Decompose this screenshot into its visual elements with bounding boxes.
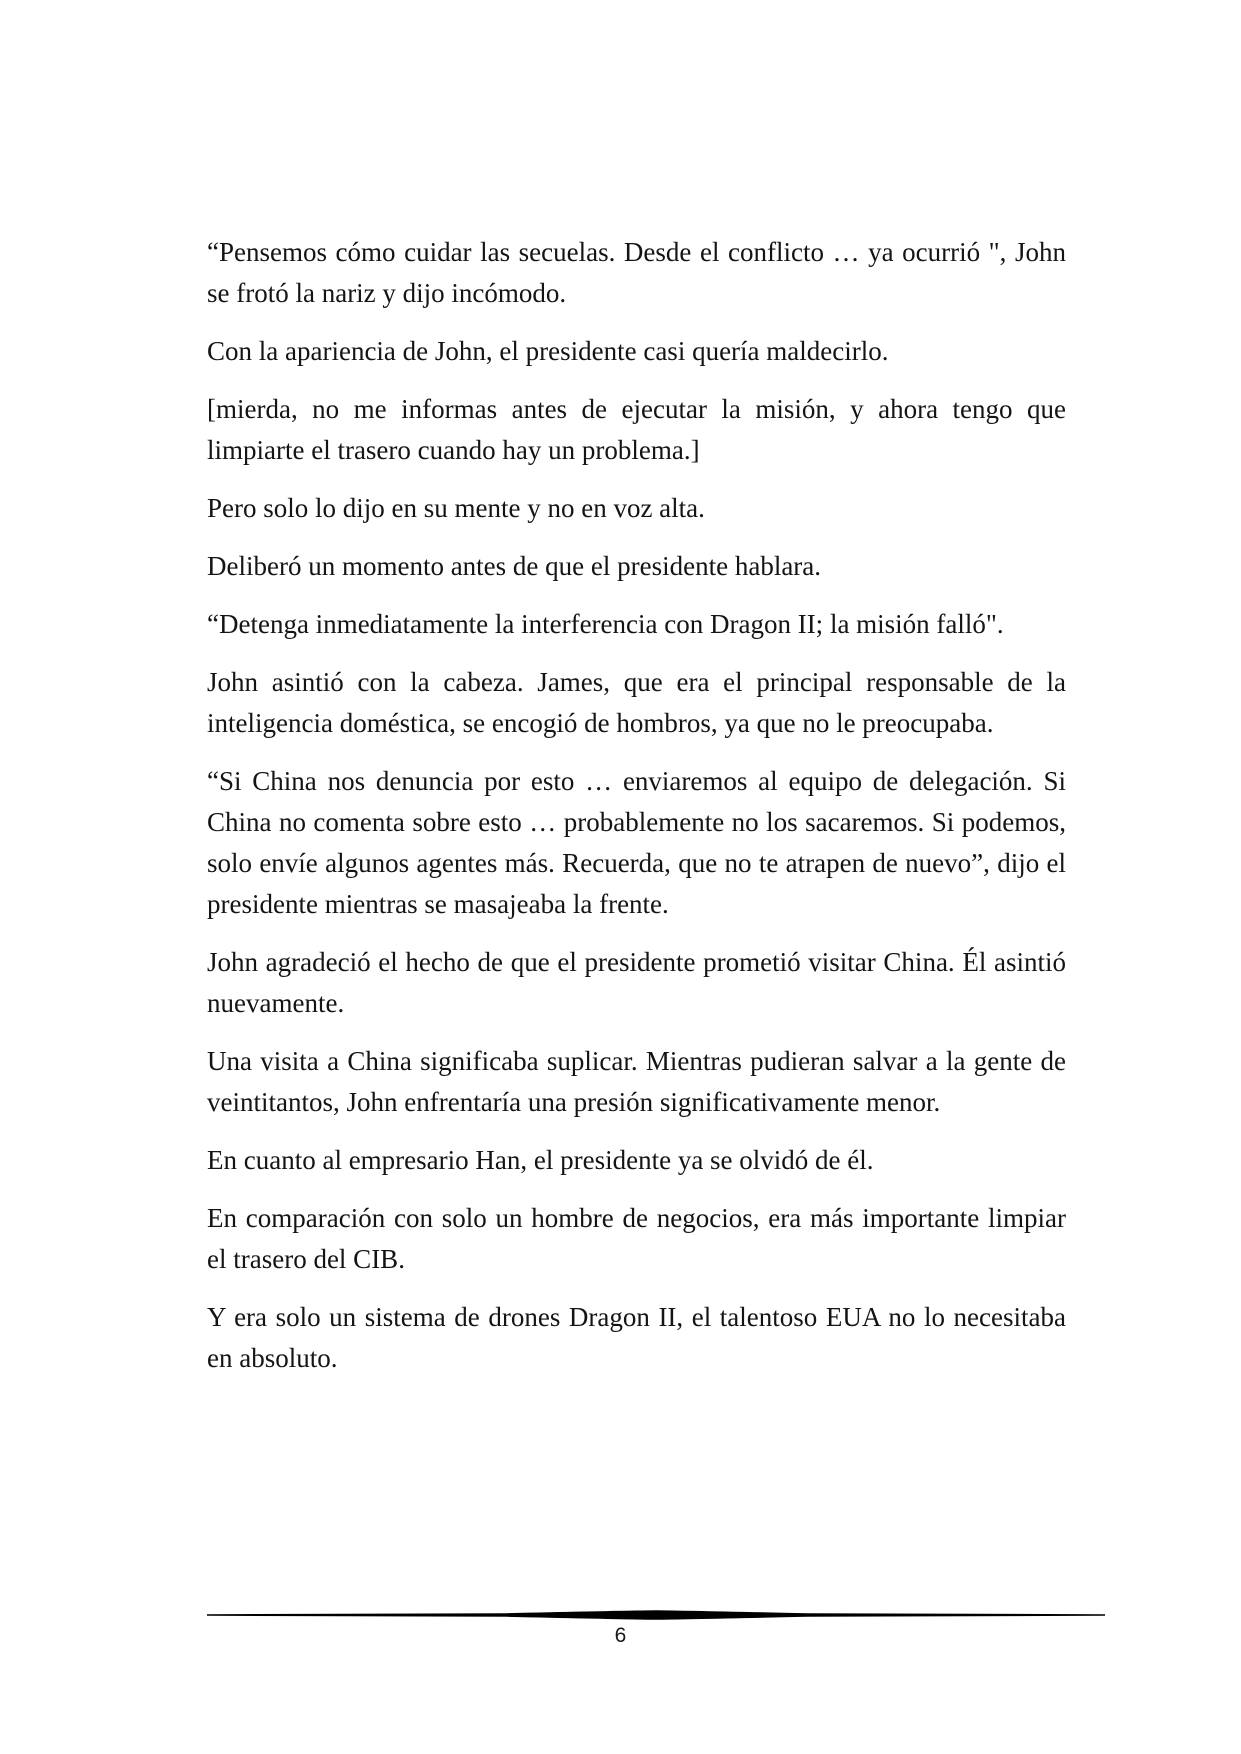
- paragraph: Y era solo un sistema de drones Dragon II, el talentoso EUA no lo necesitaba en absoluto.: [207, 1302, 1066, 1373]
- paragraph: John asintió con la cabeza. James, que era el principal responsable de la inteligencia doméstica, se encogió de hombros, ya que no le preocupaba.: [207, 667, 1066, 738]
- paragraph: En cuanto al empresario Han, el presidente ya se olvidó de él.: [207, 1145, 874, 1175]
- paragraph: Pero solo lo dijo en su mente y no en voz alta.: [207, 493, 705, 523]
- page-number: 6: [614, 1624, 627, 1647]
- paragraph: Una visita a China significaba suplicar. Mientras pudieran salvar a la gente de veintitantos, John enfrentaría una presión significativamente menor.: [207, 1046, 1066, 1117]
- paragraph: Con la apariencia de John, el presidente casi quería maldecirlo.: [207, 336, 889, 366]
- paragraph: En comparación con solo un hombre de negocios, era más importante limpiar el trasero del CIB.: [207, 1203, 1066, 1274]
- footer-divider: [207, 1608, 1105, 1622]
- paragraph: “Pensemos cómo cuidar las secuelas. Desde el conflicto … ya ocurrió ", John se frotó la nariz y dijo incómodo.: [207, 237, 1066, 308]
- paragraph: [mierda, no me informas antes de ejecutar la misión, y ahora tengo que limpiarte el trasero cuando hay un problema.]: [207, 394, 1066, 465]
- body-text: [207, 232, 1066, 1396]
- paragraph: “Detenga inmediatamente la interferencia con Dragon II; la misión falló".: [207, 609, 1004, 639]
- paragraph: Deliberó un momento antes de que el presidente hablara.: [207, 551, 822, 581]
- paragraph: “Si China nos denuncia por esto … enviaremos al equipo de delegación. Si China no comenta sobre esto … probablemente no los sacaremos. Si podemos, solo envíe algunos agentes más. Recuerda, que no te atrapen de nuevo”, dijo el presidente mientras se masajeaba la frente.: [207, 766, 1066, 919]
- paragraph: John agradeció el hecho de que el presidente prometió visitar China. Él asintió nuevamente.: [207, 947, 1066, 1018]
